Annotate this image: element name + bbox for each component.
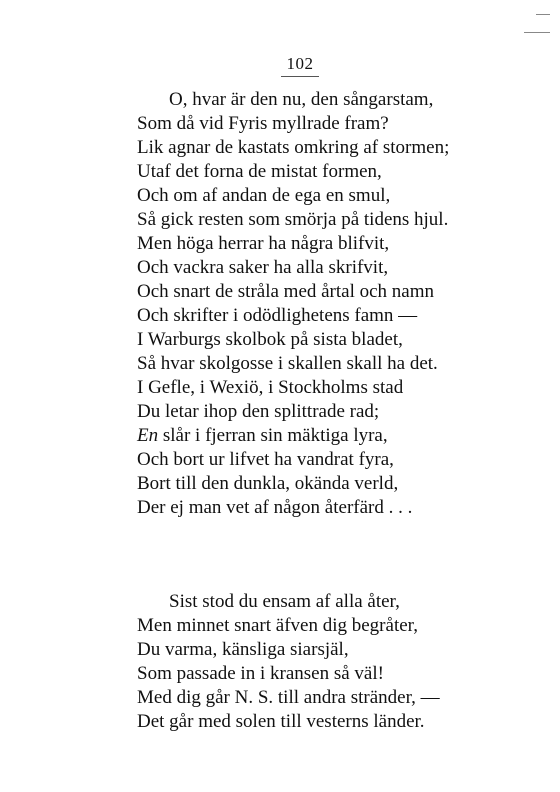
- verse-line: Det går med solen till vesterns länder.: [137, 711, 425, 732]
- verse-line: Och snart de stråla med årtal och namn: [137, 281, 435, 302]
- verse-line: Så gick resten som smörja på tidens hjul.: [137, 209, 449, 230]
- verse-line: Och om af andan de ega en smul,: [137, 185, 391, 206]
- verse-line: Och vackra saker ha alla skrifvit,: [137, 257, 389, 278]
- verse-line: Men höga herrar ha några blifvit,: [137, 233, 390, 254]
- verse-line: Utaf det forna de mistat formen,: [137, 161, 382, 182]
- verse-line: Du letar ihop den splittrade rad;: [137, 401, 380, 422]
- verse-line: Och bort ur lifvet ha vandrat fyra,: [137, 449, 394, 470]
- verse-line: Som passade in i kransen så väl!: [137, 663, 384, 684]
- verse-line: Men minnet snart äfven dig begråter,: [137, 615, 418, 636]
- page-number: 102: [286, 54, 314, 73]
- verse-line: Som då vid Fyris myllrade fram?: [137, 113, 389, 134]
- corner-mark: [536, 14, 550, 15]
- verse-line: [137, 424, 449, 448]
- verse-line: Der ej man vet af någon återfärd . . .: [137, 497, 413, 518]
- emphasized-word: En: [137, 425, 159, 446]
- verse-line: O, hvar är den nu, den sångarstam,: [169, 89, 434, 110]
- verse-line: Sist stod du ensam af alla åter,: [169, 591, 400, 612]
- corner-mark: [524, 32, 550, 33]
- verse-line: I Gefle, i Wexiö, i Stockholms stad: [137, 377, 404, 398]
- verse-line: I Warburgs skolbok på sista bladet,: [137, 329, 403, 350]
- verse-line: Du varma, känsliga siarsjäl,: [137, 639, 349, 660]
- verse-line-rest: slår i fjerran sin mäktiga lyra,: [158, 425, 388, 446]
- verse-line: Bort till den dunkla, okända verld,: [137, 473, 399, 494]
- verse-line: Lik agnar de kastats omkring af stormen;: [137, 137, 450, 158]
- verse-line: Och skrifter i odödlighetens famn —: [137, 305, 418, 326]
- stanza-2: [137, 590, 440, 734]
- verse-line: Så hvar skolgosse i skallen skall ha det.: [137, 353, 438, 374]
- stanza-1: [137, 88, 449, 520]
- page-number-rule: [281, 76, 319, 77]
- verse-line: Med dig går N. S. till andra stränder, —: [137, 687, 440, 708]
